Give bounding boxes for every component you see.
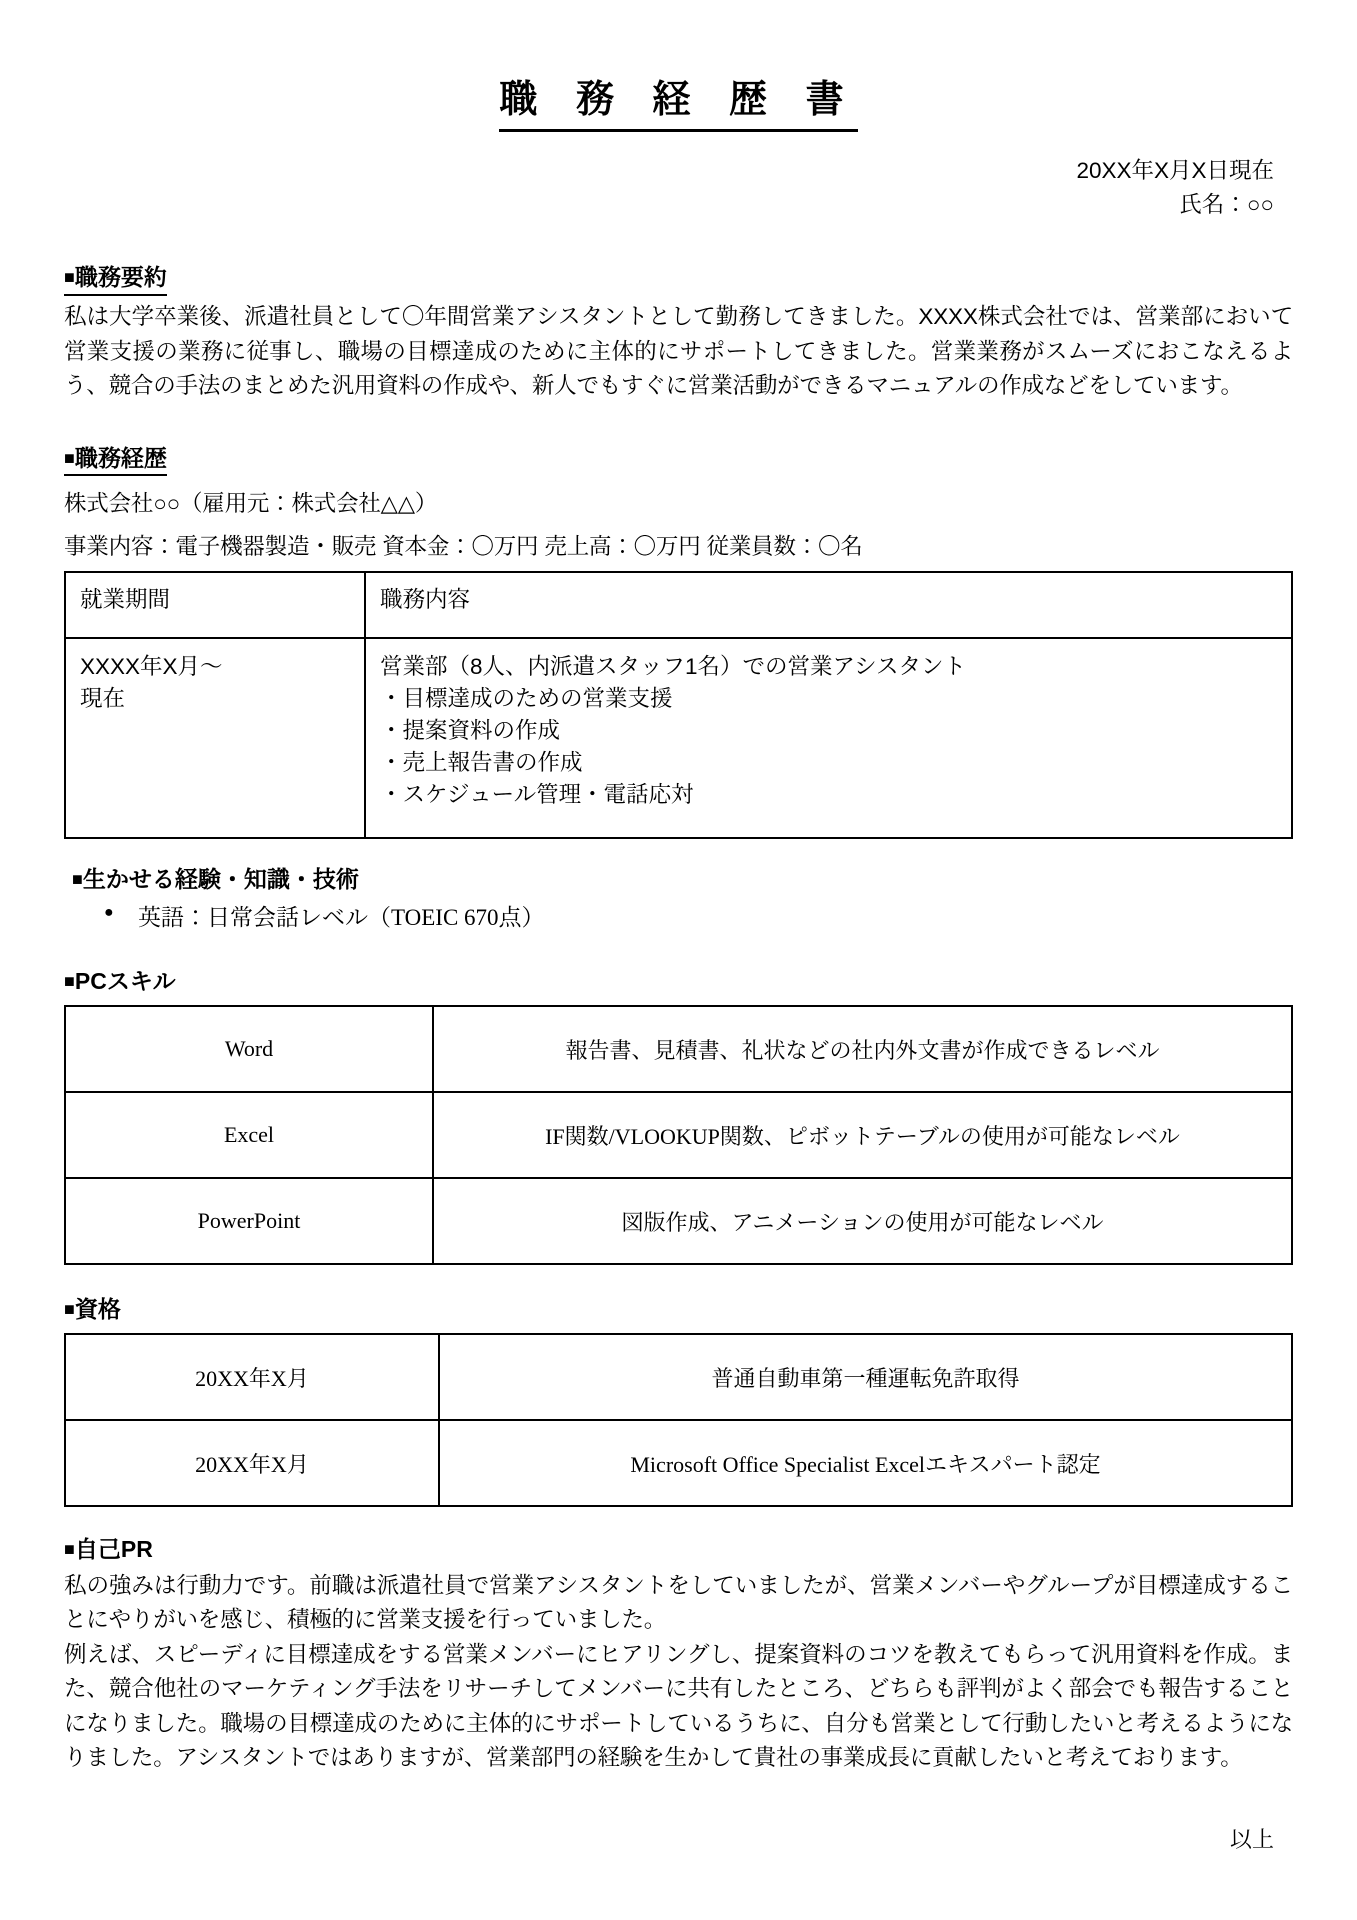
cell-qualification-date: 20XX年X月 bbox=[65, 1334, 439, 1420]
section-heading-work-history-label: 職務経歴 bbox=[74, 444, 167, 471]
section-heading-skills-experience bbox=[64, 865, 1293, 895]
skills-experience-list bbox=[64, 901, 1293, 936]
table-header-row bbox=[65, 572, 1292, 638]
section-heading-qualifications bbox=[64, 1295, 1293, 1325]
square-bullet-icon: ■ bbox=[72, 868, 83, 889]
section-heading-self-pr-label: 自己PR bbox=[74, 1536, 153, 1563]
table-row bbox=[65, 1334, 1292, 1420]
duty-item: ・スケジュール管理・電話応対 bbox=[380, 782, 694, 808]
square-bullet-icon: ■ bbox=[64, 1299, 75, 1320]
section-heading-summary-label: 職務要約 bbox=[74, 264, 167, 291]
qualifications-table bbox=[64, 1333, 1293, 1507]
page-title-text: 職 務 経 歴 書 bbox=[499, 78, 857, 132]
column-header-period: 就業期間 bbox=[65, 572, 365, 638]
cell-duties bbox=[365, 638, 1292, 838]
cell-pc-skill-level: 報告書、見積書、礼状などの社内外文書が作成できるレベル bbox=[433, 1006, 1292, 1092]
pc-skills-table bbox=[64, 1005, 1293, 1265]
list-item-label: 英語：日常会話レベル（TOEIC 670点） bbox=[138, 904, 545, 930]
duties-title: 営業部（8人、内派遣スタッフ1名）での営業アシスタント bbox=[380, 654, 966, 680]
summary-paragraph: 私は大学卒業後、派遣社員として〇年間営業アシスタントとして勤務してきました。XXXX株式会社では、営業部において営業支援の業務に従事し、職場の目標達成のために主体的にサポートしてきました。営業業務がスムーズにおこなえるよう、競合の手法のまとめた汎用資料の作成や、新人でもすぐに営業活動ができるマニュアルの作成などをしています。 bbox=[64, 304, 1293, 399]
table-row bbox=[65, 1006, 1292, 1092]
table-row bbox=[65, 1178, 1292, 1264]
self-pr-body bbox=[64, 1569, 1293, 1776]
section-heading-work-history bbox=[64, 444, 1293, 477]
table-row bbox=[65, 1092, 1292, 1178]
table-row bbox=[65, 1420, 1292, 1506]
bullet-dot-icon: ● bbox=[104, 903, 114, 921]
section-heading-pc-skills-label: PCスキル bbox=[74, 968, 176, 995]
square-bullet-icon: ■ bbox=[64, 1539, 75, 1560]
list-item bbox=[104, 901, 1293, 936]
footer-closing: 以上 bbox=[1229, 1827, 1274, 1852]
cell-qualification-name: Microsoft Office Specialist Excelエキスパート認定 bbox=[439, 1420, 1292, 1506]
applicant-name: 氏名：○○ bbox=[1179, 192, 1274, 218]
cell-pc-skill-level: IF関数/VLOOKUP関数、ピボットテーブルの使用が可能なレベル bbox=[433, 1092, 1292, 1178]
cell-qualification-date: 20XX年X月 bbox=[65, 1420, 439, 1506]
summary-body bbox=[64, 300, 1293, 403]
work-history-table bbox=[64, 571, 1293, 839]
duty-item: ・目標達成のための営業支援 bbox=[380, 686, 673, 712]
section-heading-self-pr bbox=[64, 1535, 1293, 1565]
duty-item: ・提案資料の作成 bbox=[380, 718, 561, 744]
section-heading-summary bbox=[64, 263, 1293, 296]
cell-qualification-name: 普通自動車第一種運転免許取得 bbox=[439, 1334, 1292, 1420]
cell-pc-skill-name: Word bbox=[65, 1006, 433, 1092]
square-bullet-icon: ■ bbox=[64, 447, 75, 468]
self-pr-paragraph-1: 私の強みは行動力です。前職は派遣社員で営業アシスタントをしていましたが、営業メンバーやグループが目標達成することにやりがいを感じ、積極的に営業支援を行っていました。 bbox=[64, 1573, 1293, 1633]
company-info: 事業内容：電子機器製造・販売 資本金：〇万円 売上高：〇万円 従業員数：〇名 bbox=[64, 533, 863, 559]
cell-pc-skill-name: PowerPoint bbox=[65, 1178, 433, 1264]
duty-item: ・売上報告書の作成 bbox=[380, 750, 583, 776]
cell-pc-skill-name: Excel bbox=[65, 1092, 433, 1178]
section-heading-pc-skills bbox=[64, 967, 1293, 997]
table-row bbox=[65, 638, 1292, 838]
period-line-1: XXXX年X月～ bbox=[80, 654, 223, 680]
company-name: 株式会社○○（雇用元：株式会社△△） bbox=[64, 491, 438, 517]
page-title bbox=[64, 0, 1293, 132]
self-pr-paragraph-2: 例えば、スピーディに目標達成をする営業メンバーにヒアリングし、提案資料のコツを教えてもらって汎用資料を作成。また、競合他社のマーケティング手法をリサーチしてメンバーに共有したところ、どちらも評判がよく部会でも報告することになりました。職場の目標達成のために主体的にサポートしているうちに、自分も営業として行動したいと考えるようになりました。アシスタントではありますが、営業部門の経験を生かして貴社の事業成長に貢献したいと考えております。 bbox=[64, 1641, 1293, 1771]
square-bullet-icon: ■ bbox=[64, 267, 75, 288]
section-heading-qualifications-label: 資格 bbox=[74, 1296, 121, 1323]
square-bullet-icon: ■ bbox=[64, 971, 75, 992]
cell-period bbox=[65, 638, 365, 838]
current-date: 20XX年X月X日現在 bbox=[1076, 157, 1274, 183]
cell-pc-skill-level: 図版作成、アニメーションの使用が可能なレベル bbox=[433, 1178, 1292, 1264]
header-meta bbox=[64, 154, 1293, 224]
column-header-duties: 職務内容 bbox=[365, 572, 1292, 638]
period-line-2: 現在 bbox=[80, 686, 126, 712]
section-heading-skills-experience-label: 生かせる経験・知識・技術 bbox=[82, 865, 359, 892]
